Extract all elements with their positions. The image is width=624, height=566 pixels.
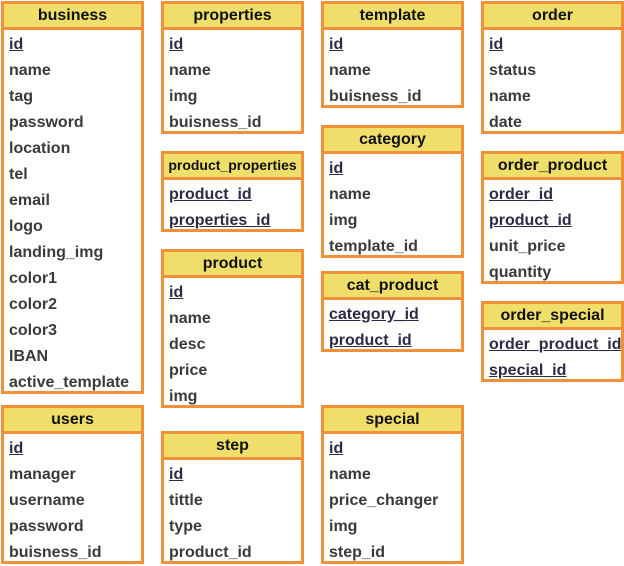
- field-unit-price: unit_price: [489, 238, 566, 255]
- field-email: email: [9, 192, 50, 209]
- field-product-id: product_id: [169, 544, 252, 561]
- field-desc: desc: [169, 336, 206, 353]
- field-password: password: [9, 518, 84, 535]
- field-id: id: [329, 440, 344, 457]
- table-header: order_special: [484, 304, 621, 330]
- field-buisness-id: buisness_id: [169, 114, 262, 131]
- table-header: product_properties: [164, 154, 301, 180]
- table-business[interactable]: [1, 1, 144, 394]
- table-header: template: [324, 4, 461, 30]
- field-color1: color1: [9, 270, 58, 287]
- field-active-template: active_template: [9, 374, 130, 391]
- field-type: type: [169, 518, 202, 535]
- table-header: order: [484, 4, 621, 30]
- table-cat-product[interactable]: [321, 271, 464, 352]
- field-name: name: [169, 62, 211, 79]
- field-color2: color2: [9, 296, 58, 313]
- field-img: img: [329, 518, 358, 535]
- field-product-id: product_id: [329, 332, 412, 349]
- field-product-id: product_id: [489, 212, 572, 229]
- field-landing-img: landing_img: [9, 244, 104, 261]
- field-iban: IBAN: [9, 348, 49, 365]
- field-color3: color3: [9, 322, 58, 339]
- field-template-id: template_id: [329, 238, 418, 255]
- table-special[interactable]: [321, 405, 464, 564]
- field-id: id: [489, 36, 504, 53]
- field-id: id: [329, 36, 344, 53]
- table-header: cat_product: [324, 274, 461, 300]
- field-img: img: [329, 212, 358, 229]
- table-properties[interactable]: [161, 1, 304, 134]
- field-status: status: [489, 62, 537, 79]
- field-name: name: [489, 88, 531, 105]
- field-tag: tag: [9, 88, 33, 105]
- field-img: img: [169, 88, 198, 105]
- field-tel: tel: [9, 166, 28, 183]
- field-id: id: [9, 36, 24, 53]
- field-step-id: step_id: [329, 544, 386, 561]
- table-header: special: [324, 408, 461, 434]
- table-category[interactable]: [321, 125, 464, 258]
- field-quantity: quantity: [489, 264, 552, 281]
- field-logo: logo: [9, 218, 43, 235]
- table-product-properties[interactable]: [161, 151, 304, 232]
- field-product-id: product_id: [169, 186, 252, 203]
- table-template[interactable]: [321, 1, 464, 108]
- table-order-special[interactable]: [481, 301, 624, 382]
- field-password: password: [9, 114, 84, 131]
- field-category-id: category_id: [329, 306, 419, 323]
- field-location: location: [9, 140, 71, 157]
- table-header: step: [164, 434, 301, 460]
- field-id: id: [329, 160, 344, 177]
- table-order[interactable]: [481, 1, 624, 134]
- field-price-changer: price_changer: [329, 492, 439, 509]
- table-product[interactable]: [161, 249, 304, 408]
- field-buisness-id: buisness_id: [9, 544, 102, 561]
- field-date: date: [489, 114, 522, 131]
- table-users[interactable]: [1, 405, 144, 564]
- table-header: users: [4, 408, 141, 434]
- field-id: id: [169, 466, 184, 483]
- field-price: price: [169, 362, 208, 379]
- table-header: product: [164, 252, 301, 278]
- field-username: username: [9, 492, 85, 509]
- table-header: business: [4, 4, 141, 30]
- table-header: properties: [164, 4, 301, 30]
- field-name: name: [169, 310, 211, 327]
- field-special-id: special_id: [489, 362, 567, 379]
- field-name: name: [9, 62, 51, 79]
- field-name: name: [329, 186, 371, 203]
- table-step[interactable]: [161, 431, 304, 564]
- field-img: img: [169, 388, 198, 405]
- field-order-id: order_id: [489, 186, 554, 203]
- field-id: id: [169, 36, 184, 53]
- table-header: order_product: [484, 154, 621, 180]
- field-manager: manager: [9, 466, 76, 483]
- field-id: id: [169, 284, 184, 301]
- field-name: name: [329, 62, 371, 79]
- table-header: category: [324, 128, 461, 154]
- field-name: name: [329, 466, 371, 483]
- table-order-product[interactable]: [481, 151, 624, 284]
- field-buisness-id: buisness_id: [329, 88, 422, 105]
- field-id: id: [9, 440, 24, 457]
- field-properties-id: properties_id: [169, 212, 271, 229]
- field-order-product-id: order_product_id: [489, 336, 621, 353]
- field-tittle: tittle: [169, 492, 203, 509]
